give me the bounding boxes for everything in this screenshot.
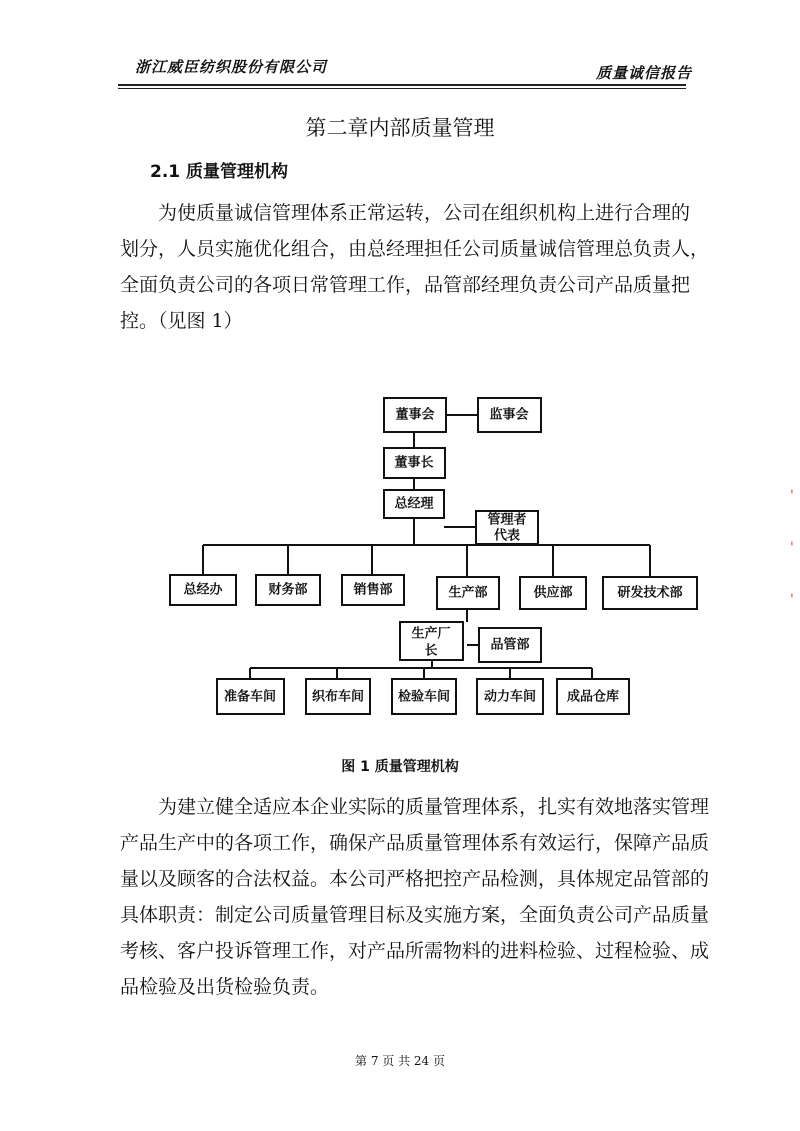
paragraph-2-line: 为建立健全适应本企业实际的质量管理体系，扎实有效地落实管理 <box>120 796 710 818</box>
paragraph-2-line: 具体职责：制定公司质量管理目标及实施方案，全面负责公司产品质量 <box>120 904 710 926</box>
paragraph-2-line: 量以及顾客的合法权益。本公司严格把控产品检测，具体规定品管部的 <box>120 868 710 890</box>
org-label-factory-head-line1: 生产厂 <box>411 626 451 642</box>
org-label-mgmt-rep-line1: 管理者 <box>487 512 527 528</box>
stamp-fragment-icon: ' <box>790 488 794 504</box>
header-company: 浙江威臣纺织股份有限公司 <box>135 58 328 76</box>
org-label-dept-5: 供应部 <box>533 585 573 601</box>
org-label-quality-dept: 品管部 <box>490 637 530 653</box>
figure-caption: 图 1 质量管理机构 <box>341 759 459 775</box>
org-label-supervisors: 监事会 <box>489 407 529 423</box>
org-label-gm: 总经理 <box>394 496 434 512</box>
paragraph-1-line: 为使质量诚信管理体系正常运转，公司在组织机构上进行合理的 <box>120 202 691 224</box>
org-label-mgmt-rep-line2: 代表 <box>493 528 521 544</box>
org-label-workshop-5: 成品仓库 <box>566 689 620 705</box>
paragraph-2 <box>120 789 710 1005</box>
org-chart-boxes <box>170 398 697 714</box>
paragraph-1-line: 全面负责公司的各项日常管理工作，品管部经理负责公司产品质量把 <box>120 274 691 296</box>
org-label-workshop-3: 检验车间 <box>397 689 451 705</box>
paragraph-2-line: 品检验及出货检验负责。 <box>120 976 330 998</box>
org-label-factory-head-line2: 长 <box>424 643 438 659</box>
org-label-workshop-4: 动力车间 <box>483 689 537 705</box>
org-label-workshop-1: 准备车间 <box>223 689 277 705</box>
org-label-dept-4: 生产部 <box>448 585 488 601</box>
paragraph-2-line: 考核、客户投诉管理工作，对产品所需物料的进料检验、过程检验、成 <box>120 940 710 962</box>
paragraph-1-line: 划分，人员实施优化组合，由总经理担任公司质量诚信管理总负责人， <box>120 238 710 260</box>
section-title: 2.1 质量管理机构 <box>150 162 289 182</box>
chapter-title: 第二章内部质量管理 <box>305 116 495 140</box>
org-label-dept-6: 研发技术部 <box>617 585 683 601</box>
page-footer: 第 7 页 共 24 页 <box>355 1054 445 1068</box>
stamp-fragment-icon: ' <box>790 592 794 608</box>
stamp-fragment-icon: ' <box>790 540 794 556</box>
org-label-dept-1: 总经办 <box>183 582 223 598</box>
org-label-chairman: 董事长 <box>394 455 434 471</box>
org-label-dept-3: 销售部 <box>353 582 393 598</box>
paragraph-1-line: 控。（见图 1） <box>120 310 243 332</box>
org-label-board: 董事会 <box>395 407 435 423</box>
paragraph-2-line: 产品生产中的各项工作，确保产品质量管理体系有效运行，保障产品质 <box>120 832 710 854</box>
org-label-dept-2: 财务部 <box>268 582 308 598</box>
header-report-title: 质量诚信报告 <box>596 64 693 82</box>
org-label-workshop-2: 织布车间 <box>311 689 365 705</box>
scan-edge-stamp <box>790 488 800 644</box>
